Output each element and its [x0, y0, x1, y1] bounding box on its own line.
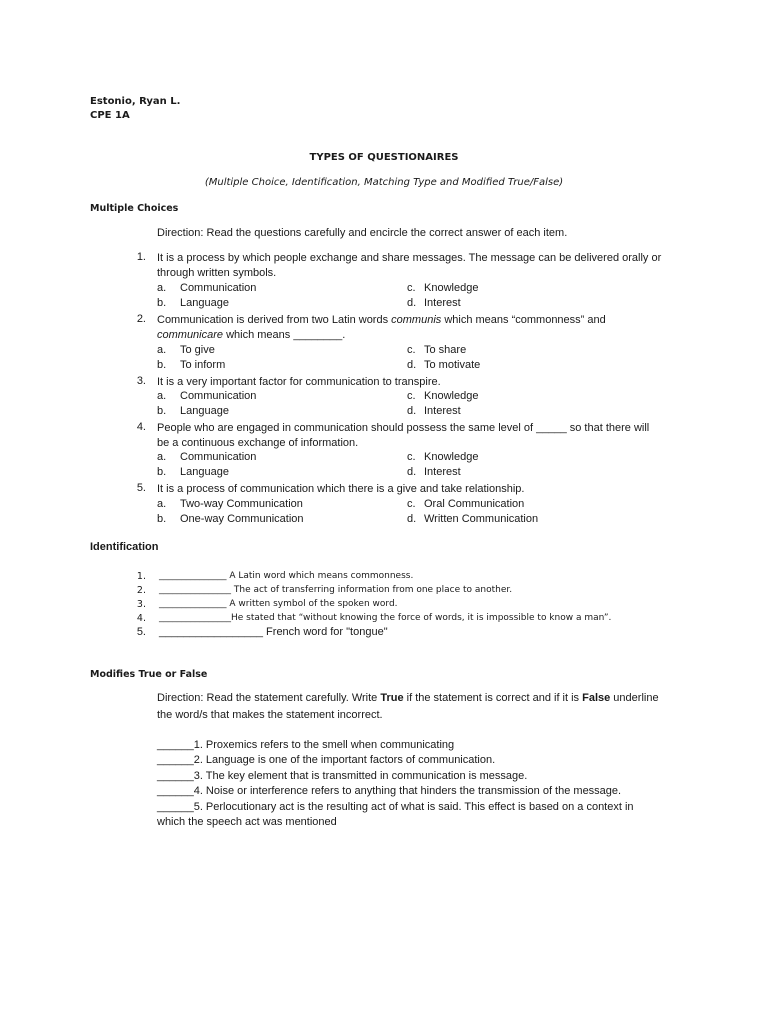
mc-option-letter: b. — [157, 359, 167, 371]
id-item-text: ________________ The act of transferring information from one place to another. — [159, 585, 513, 595]
mc-option-text[interactable]: Written Communication — [424, 513, 539, 525]
mc-option-letter: c. — [407, 451, 416, 463]
mc-option-text[interactable]: Interest — [424, 466, 461, 478]
mc-option-text[interactable]: Two-way Communication — [180, 498, 303, 510]
tf-item: ______1. Proxemics refers to the smell when communicating — [157, 739, 455, 751]
mc-option-text[interactable]: To share — [424, 344, 467, 356]
mc-option-letter: d. — [407, 359, 417, 371]
mc-option-text[interactable]: Knowledge — [424, 451, 479, 463]
document-subtitle: (Multiple Choice, Identification, Matching Type and Modified True/False) — [204, 177, 564, 188]
mc-option-text[interactable]: To inform — [180, 359, 226, 371]
id-item-number: 2. — [136, 585, 146, 596]
id-item-number: 1. — [136, 571, 146, 582]
id-item-text: _________________ French word for "tongue" — [159, 626, 388, 638]
tf-item: ______3. The key element that is transmitted in communication is message. — [157, 770, 528, 782]
student-section: CPE 1A — [90, 110, 130, 121]
id-item-number: 4. — [136, 613, 146, 624]
mc-option-letter: b. — [157, 513, 167, 525]
mc-direction: Direction: Read the questions carefully and encircle the correct answer of each item. — [157, 227, 568, 239]
tf-item: ______4. Noise or interference refers to anything that hinders the transmission of the message. — [157, 785, 622, 797]
mc-option-text[interactable]: To give — [180, 344, 215, 356]
mc-option-letter: a. — [157, 451, 167, 463]
id-item-number: 5. — [136, 626, 146, 638]
mc-question-text: It is a very important factor for communication to transpire. — [157, 376, 441, 388]
mc-option-letter: b. — [157, 297, 167, 309]
mc-option-text[interactable]: Communication — [180, 390, 257, 402]
mc-option-letter: d. — [407, 466, 417, 478]
mc-option-text[interactable]: Interest — [424, 405, 461, 417]
tf-item: ______5. Perlocutionary act is the resulting act of what is said. This effect is based on a context in — [157, 801, 634, 813]
tf-item: which the speech act was mentioned — [157, 816, 337, 828]
tf-direction: the word/s that makes the statement incorrect. — [157, 709, 383, 721]
mc-option-text[interactable]: Knowledge — [424, 282, 479, 294]
mc-option-letter: c. — [407, 282, 416, 294]
mc-option-text[interactable]: Language — [180, 405, 229, 417]
mc-option-letter: d. — [407, 405, 417, 417]
mc-option-letter: c. — [407, 498, 416, 510]
mc-option-text[interactable]: One-way Communication — [180, 513, 304, 525]
section-heading-multiple-choice: Multiple Choices — [90, 203, 179, 214]
section-heading-true-false: Modifies True or False — [90, 669, 208, 680]
id-item-number: 3. — [136, 599, 146, 610]
mc-question-number: 4. — [136, 421, 146, 433]
mc-question-number: 5. — [136, 482, 146, 494]
mc-question-text: People who are engaged in communication should possess the same level of _____ so that there will — [157, 422, 650, 434]
mc-question-text: It is a process of communication which there is a give and take relationship. — [157, 483, 525, 495]
mc-option-text[interactable]: Communication — [180, 282, 257, 294]
mc-question-number: 3. — [136, 375, 146, 387]
mc-option-text[interactable]: Communication — [180, 451, 257, 463]
mc-option-letter: c. — [407, 344, 416, 356]
document-title: TYPES OF QUESTIONAIRES — [309, 152, 459, 163]
mc-question-text: It is a process by which people exchange and share messages. The message can be delivered orally or — [157, 252, 662, 264]
mc-option-text[interactable]: Knowledge — [424, 390, 479, 402]
mc-option-text[interactable]: Oral Communication — [424, 498, 525, 510]
mc-question-text: be a continuous exchange of information. — [157, 437, 359, 449]
mc-option-letter: a. — [157, 390, 167, 402]
mc-option-letter: d. — [407, 297, 417, 309]
mc-question-text: Communication is derived from two Latin words communis which means “commonness” and — [157, 314, 606, 326]
tf-direction: Direction: Read the statement carefully. Write True if the statement is correct and if it is False underline — [157, 692, 659, 704]
mc-option-letter: b. — [157, 405, 167, 417]
mc-option-letter: a. — [157, 282, 167, 294]
mc-option-text[interactable]: To motivate — [424, 359, 481, 371]
mc-option-letter: a. — [157, 498, 167, 510]
id-item-text: _______________ A Latin word which means commonness. — [159, 571, 414, 581]
section-heading-identification: Identification — [90, 541, 159, 553]
mc-question-text: through written symbols. — [157, 267, 277, 279]
mc-option-letter: c. — [407, 390, 416, 402]
mc-option-letter: a. — [157, 344, 167, 356]
mc-option-text[interactable]: Interest — [424, 297, 461, 309]
mc-question-number: 1. — [136, 251, 146, 263]
mc-option-text[interactable]: Language — [180, 297, 229, 309]
mc-question-number: 2. — [136, 313, 146, 325]
id-item-text: ________________He stated that “without knowing the force of words, it is impossible to know a man”. — [159, 613, 612, 623]
id-item-text: _______________ A written symbol of the spoken word. — [159, 599, 398, 609]
mc-question-text: communicare which means ________. — [157, 329, 346, 341]
tf-item: ______2. Language is one of the important factors of communication. — [157, 754, 496, 766]
mc-option-text[interactable]: Language — [180, 466, 229, 478]
student-name: Estonio, Ryan L. — [90, 96, 181, 107]
mc-option-letter: d. — [407, 513, 417, 525]
mc-option-letter: b. — [157, 466, 167, 478]
